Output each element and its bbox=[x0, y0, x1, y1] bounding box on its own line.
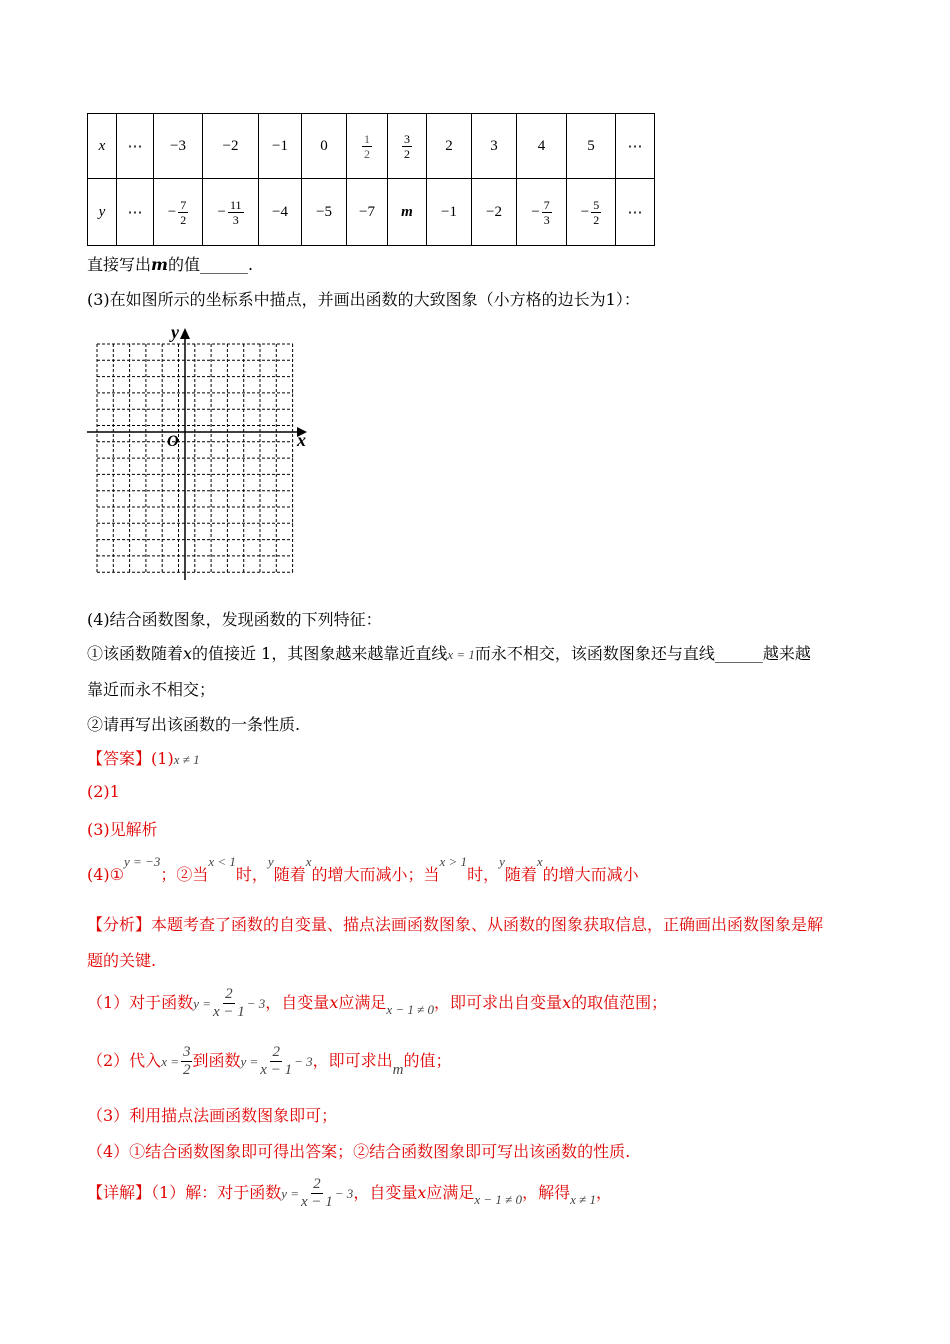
table-cell: 0 bbox=[302, 114, 347, 179]
analysis-item-3: （3）利用描点法画函数图象即可； bbox=[87, 1106, 338, 1125]
table-cell: $\frac{1}{2}$ bbox=[347, 114, 388, 179]
table-cell: − $\frac{7}{3}$ bbox=[517, 179, 567, 246]
value-table bbox=[87, 113, 655, 246]
table-cell: ⋯ bbox=[117, 179, 154, 246]
answer-line-2: (2)1 bbox=[87, 782, 120, 801]
detail-tag: 【详解】 bbox=[87, 1183, 152, 1202]
answer-line-1: 【答案】(1)x ≠ 1 bbox=[87, 749, 200, 768]
question-3-line: (3)在如图所示的坐标系中描点，并画出函数的大致图象（小方格的边长为1）： bbox=[87, 290, 640, 309]
table-cell: −7 bbox=[347, 179, 388, 246]
coordinate-grid bbox=[85, 322, 315, 584]
y-axis-label: y bbox=[171, 322, 179, 342]
table-cell: 5 bbox=[567, 114, 616, 179]
table-cell: −5 bbox=[302, 179, 347, 246]
question-4-2-line: ②请再写出该函数的一条性质. bbox=[87, 715, 301, 734]
analysis-item-4: （4）①结合函数图象即可得出答案；②结合函数图象即可写出该函数的性质. bbox=[87, 1142, 631, 1161]
table-cell: − $\frac{5}{2}$ bbox=[567, 179, 616, 246]
table-cell: ⋯ bbox=[616, 114, 655, 179]
table-cell: −2 bbox=[472, 179, 517, 246]
analysis-line-1: 【分析】本题考查了函数的自变量、描点法画函数图象、从函数的图象获取信息，正确画出函数图象是解 bbox=[87, 915, 824, 934]
table-cell: − $\frac{7}{2}$ bbox=[154, 179, 203, 246]
table-cell: 3 bbox=[472, 114, 517, 179]
table-cell: −3 bbox=[154, 114, 203, 179]
answer-line-3: (3)见解析 bbox=[87, 820, 158, 839]
table-cell: 4 bbox=[517, 114, 567, 179]
table-cell: −1 bbox=[259, 114, 302, 179]
answer-line-4: (4)①$^{y = -3}$；②当$^{x < 1}$时，$^y$随着$^x$的增大而减小；当$^{x > 1}$时，$^y$随着$^x$的增大而减小 bbox=[87, 854, 639, 884]
analysis-tag: 【分析】 bbox=[87, 915, 152, 934]
analysis-line-2: 题的关键. bbox=[87, 951, 157, 970]
answer-tag: 【答案】 bbox=[87, 749, 152, 768]
origin-label: O bbox=[167, 433, 179, 450]
table-cell: $\frac{3}{2}$ bbox=[388, 114, 427, 179]
table-cell: 2 bbox=[427, 114, 472, 179]
detail-line-1: 【详解】（1）解：对于函数 y = $\frac{2}{x - 1}$ − 3 ，自变量x应满足$_{x - 1 \ne 0}$，解得$_{x \ne 1}$， bbox=[87, 1176, 612, 1210]
table-cell: − $\frac{11}{3}$ bbox=[203, 179, 259, 246]
question-4-title: (4)结合函数图象，发现函数的下列特征： bbox=[87, 610, 382, 629]
question-4-1-line-cont: 靠近而永不相交； bbox=[87, 680, 216, 699]
analysis-item-2: （2）代入 x = $\frac{3}{2}$ 到函数 y = $\frac{2}{x - 1}$ − 3 ，即可求出m的值； bbox=[87, 1044, 452, 1078]
question-2-line: 直接写出m的值______. bbox=[87, 255, 254, 274]
table-cell: ⋯ bbox=[616, 179, 655, 246]
table-cell: ⋯ bbox=[117, 114, 154, 179]
table-row-x bbox=[88, 114, 655, 179]
question-4-1-line: ①该函数随着x的值接近 1，其图象越来越靠近直线x = 1而永不相交，该函数图象还与直线______越来越 bbox=[87, 644, 811, 663]
table-cell: −2 bbox=[203, 114, 259, 179]
table-cell: −4 bbox=[259, 179, 302, 246]
analysis-item-1: （1）对于函数 y = $\frac{2}{x - 1}$ − 3 ，自变量x应满足$_{x - 1 \ne 0}$，即可求出自变量x的取值范围； bbox=[87, 986, 668, 1020]
table-cell: −1 bbox=[427, 179, 472, 246]
table-row-y bbox=[88, 179, 655, 246]
x-axis-label: x bbox=[297, 430, 306, 450]
table-cell: m bbox=[388, 179, 427, 246]
y-axis-arrow bbox=[180, 328, 190, 339]
table-cell: x bbox=[88, 114, 117, 179]
table-cell: y bbox=[88, 179, 117, 246]
